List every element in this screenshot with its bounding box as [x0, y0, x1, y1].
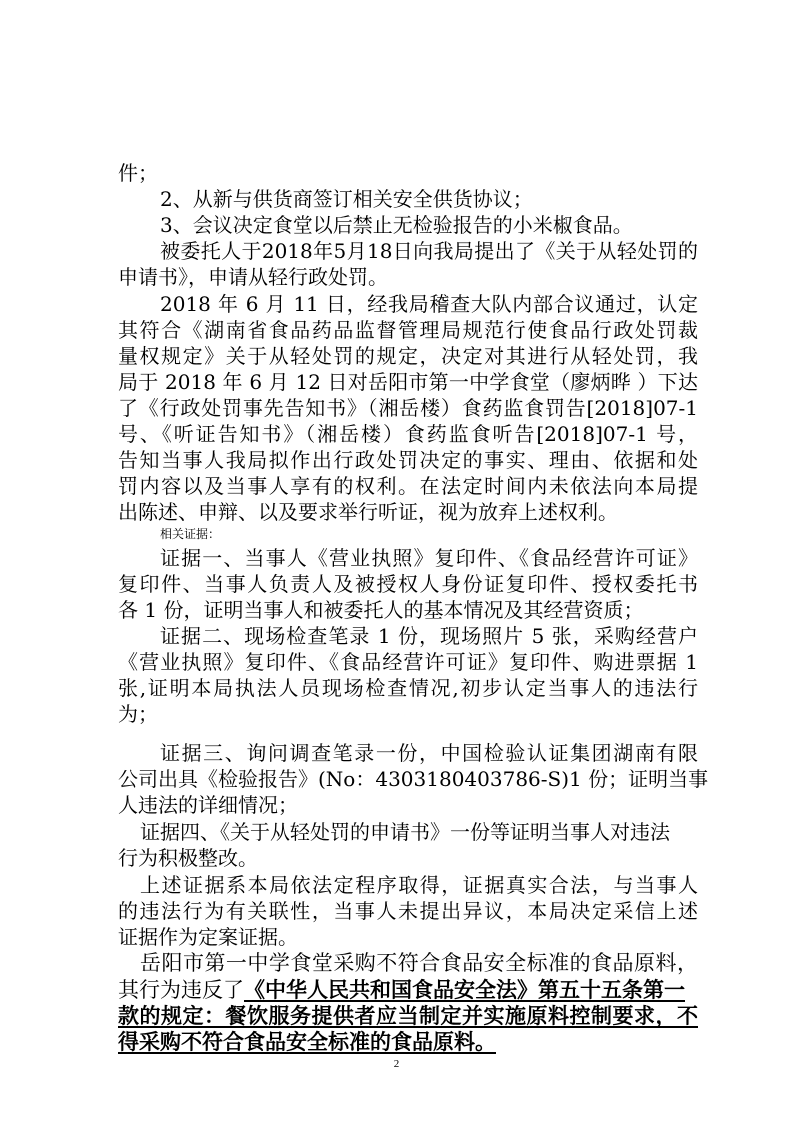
text-line: 告知当事人我局拟作出行政处罚决定的事实、理由、依据和处: [118, 448, 698, 472]
law-citation: 款的规定：餐饮服务提供者应当制定并实施原料控制要求，不: [118, 1003, 698, 1028]
text-line: 证据四、《关于从轻处罚的申请书》一份等证明当事人对违法: [140, 820, 670, 844]
text-line: 行为积极整改。: [118, 846, 258, 870]
text-line: 上述证据系本局依法定程序取得，证据真实合法，与当事人: [140, 873, 698, 897]
section-label: 相关证据：: [160, 527, 221, 541]
text-line: 申请书》，申请从轻行政处罚。: [118, 265, 388, 289]
text-line: 为；: [118, 702, 158, 726]
text-line: 的违法行为有关联性，当事人未提出异议，本局决定采信上述: [118, 899, 698, 923]
text-line: 2018 年 6 月 11 日，经我局稽查大队内部合议通过，认定: [160, 292, 698, 316]
text-line: 复印件、当事人负责人及被授权人身份证复印件、授权委托书: [118, 572, 698, 596]
text-line: 《营业执照》复印件、《食品经营许可证》复印件、购进票据 1: [118, 650, 698, 674]
text-segment: 其行为违反了: [118, 978, 244, 1002]
text-line: 2、从新与供货商签订相关安全供货协议；: [160, 187, 533, 211]
text-line: 件；: [118, 161, 158, 185]
text-line: 3、会议决定食堂以后禁止无检验报告的小米椒食品。: [160, 213, 633, 237]
law-citation: 《中华人民共和国食品安全法》第五十五条第一: [244, 977, 685, 1002]
text-line: 量权规定》关于从轻处罚的规定，决定对其进行从轻处罚，我: [118, 344, 698, 368]
text-line: 局于 2018 年 6 月 12 日对岳阳市第一中学食堂（廖炳晔 ）下达: [118, 370, 698, 394]
text-line: 公司出具《检验报告》(No：4303180403786-S)1 份；证明当事: [118, 767, 709, 791]
text-line: 证据一、当事人《营业执照》复印件、《食品经营许可证》: [160, 546, 698, 570]
text-line: 被委托人于2018年5月18日向我局提出了《关于从轻处罚的: [160, 239, 698, 263]
text-line: 了《行政处罚事先告知书》（湘岳楼）食药监食罚告[2018]07-1: [118, 396, 698, 420]
text-line: 各 1 份，证明当事人和被委托人的基本情况及其经营资质；: [118, 598, 644, 622]
text-line: 岳阳市第一中学食堂采购不符合食品安全标准的食品原料，: [140, 951, 698, 975]
text-line: 其符合《湖南省食品药品监督管理局规范行使食品行政处罚裁: [118, 318, 698, 342]
text-line: [118, 977, 685, 1003]
text-line: 张,证明本局执法人员现场检查情况,初步认定当事人的违法行: [118, 676, 698, 700]
law-citation: 得采购不符合食品安全标准的食品原料。: [118, 1029, 496, 1054]
text-line: 罚内容以及当事人享有的权利。在法定时间内未依法向本局提: [118, 474, 698, 498]
text-line: 证据作为定案证据。: [118, 925, 298, 949]
page-number: 2: [393, 1058, 400, 1070]
text-line: 人违法的详细情况；: [118, 793, 298, 817]
text-line: 号、《听证告知书》（湘岳楼）食药监食听告[2018]07-1 号，: [118, 422, 698, 446]
text-line: 证据二、现场检查笔录 1 份，现场照片 5 张，采购经营户: [160, 624, 698, 648]
text-line: 出陈述、申辩、以及要求举行听证，视为放弃上述权利。: [118, 500, 618, 524]
text-line: 证据三、询问调查笔录一份，中国检验认证集团湖南有限: [160, 741, 698, 765]
